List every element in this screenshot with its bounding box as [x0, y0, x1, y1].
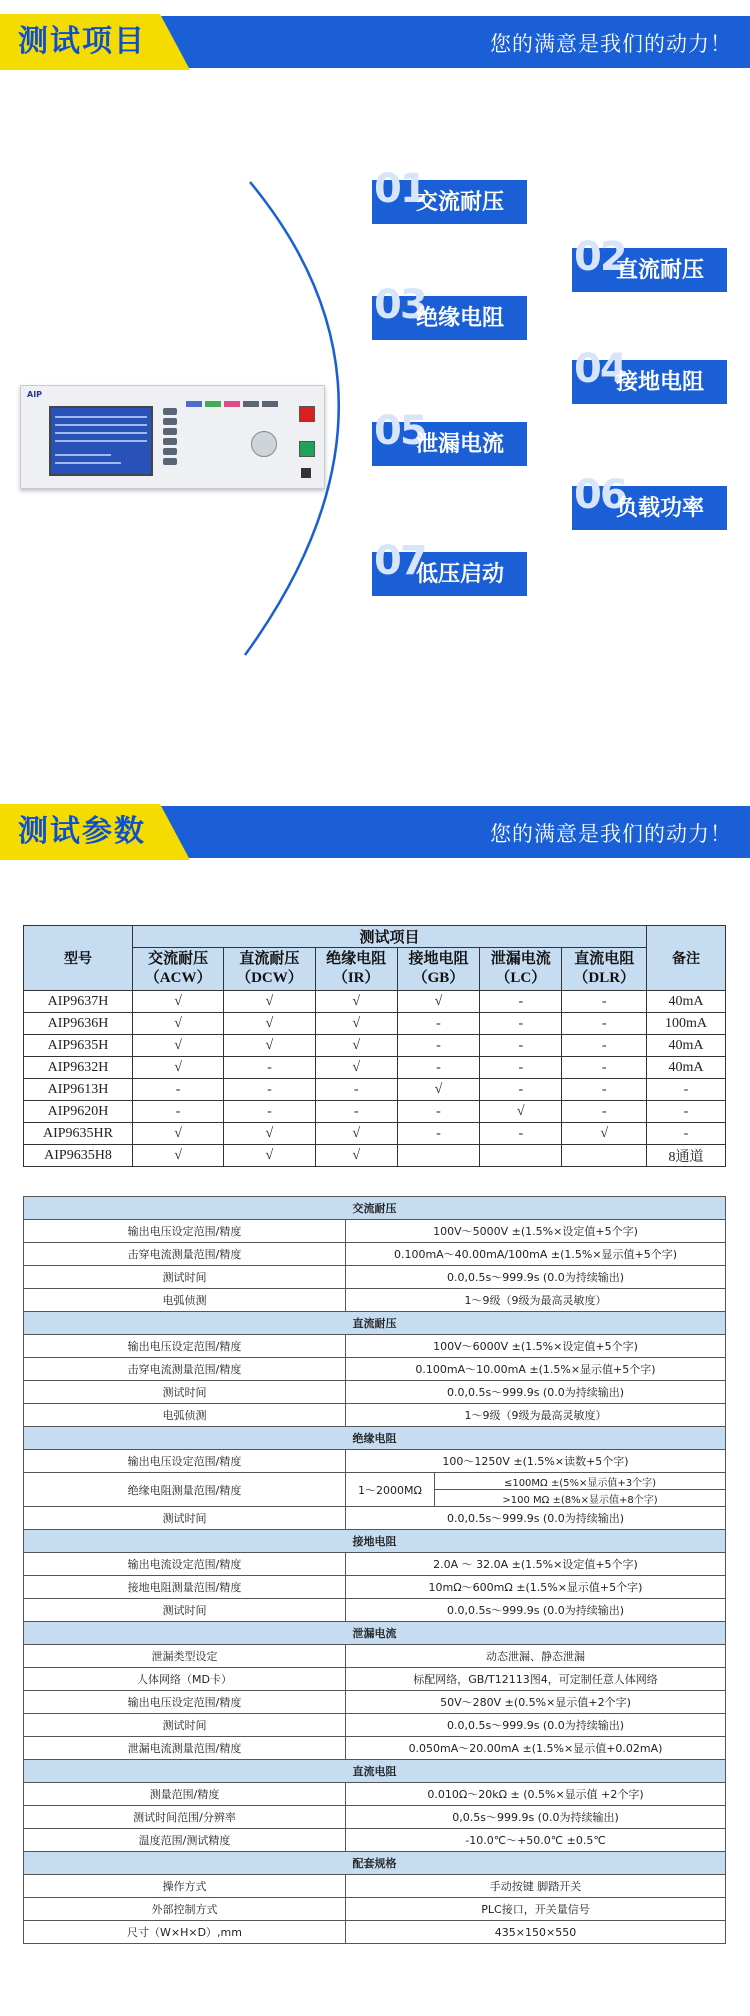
column-abbr: （GB）	[412, 970, 465, 986]
note-cell: -	[647, 1079, 726, 1101]
spec-label: 测试时间	[24, 1599, 346, 1622]
support-cell: -	[397, 1123, 479, 1145]
column-abbr: （DCW）	[236, 970, 303, 986]
spec-row	[24, 1220, 726, 1243]
table-row	[24, 1057, 726, 1079]
spec-label: 温度范围/测试精度	[24, 1829, 346, 1852]
spec-label: 尺寸（W×H×D）,mm	[24, 1921, 346, 1944]
support-cell: -	[480, 1057, 562, 1079]
column-abbr: （LC）	[495, 970, 547, 986]
support-cell: √	[133, 1035, 224, 1057]
item-label: 直流耐压	[616, 258, 705, 283]
spec-label: 测试时间	[24, 1507, 346, 1530]
support-cell: √	[480, 1101, 562, 1123]
test-item-low-voltage-start	[372, 538, 527, 596]
test-item-acw	[372, 166, 527, 224]
banner-title: 测试参数	[18, 814, 146, 849]
spec-label: 输出电压设定范围/精度	[24, 1450, 346, 1473]
support-cell: -	[224, 1101, 315, 1123]
header-test-items: 测试项目	[133, 926, 647, 948]
spec-section-title: 交流耐压	[24, 1197, 726, 1220]
spec-label: 泄漏类型设定	[24, 1645, 346, 1668]
test-item-gb	[572, 346, 727, 404]
spec-label: 测试时间	[24, 1381, 346, 1404]
table-row	[24, 1035, 726, 1057]
spec-section-title: 接地电阻	[24, 1530, 726, 1553]
spec-label: 电弧侦测	[24, 1404, 346, 1427]
support-cell: -	[562, 1013, 647, 1035]
spec-label: 人体网络（MD卡）	[24, 1668, 346, 1691]
column-name: 直流耐压	[239, 951, 300, 967]
spec-row	[24, 1829, 726, 1852]
spec-row	[24, 1243, 726, 1266]
spec-row	[24, 1645, 726, 1668]
support-cell: -	[480, 1013, 562, 1035]
spec-value: 100V～6000V ±(1.5%×设定值+5个字)	[346, 1335, 726, 1358]
spec-value: 0.0,0.5s～999.9s (0.0为持续输出)	[346, 1266, 726, 1289]
spec-section-title: 直流耐压	[24, 1312, 726, 1335]
support-cell: √	[315, 1035, 397, 1057]
spec-row	[24, 1266, 726, 1289]
support-cell	[480, 1145, 562, 1167]
spec-label: 输出电压设定范围/精度	[24, 1691, 346, 1714]
item-label: 接地电阻	[616, 370, 705, 395]
spec-section-title: 配套规格	[24, 1852, 726, 1875]
support-cell: √	[397, 991, 479, 1013]
column-abbr: （DLR）	[573, 970, 636, 986]
banner-slogan: 您的满意是我们的动力！	[490, 32, 732, 56]
support-cell: -	[315, 1101, 397, 1123]
spec-row	[24, 1806, 726, 1829]
spec-label: 击穿电流测量范围/精度	[24, 1358, 346, 1381]
spec-table	[23, 1196, 726, 1944]
item-number: 07	[374, 538, 426, 584]
note-cell: 8通道	[647, 1145, 726, 1167]
table-row	[24, 1123, 726, 1145]
model-capability-table	[23, 925, 726, 1167]
model-cell: AIP9636H	[24, 1013, 133, 1035]
support-cell: √	[224, 1145, 315, 1167]
spec-section-header	[24, 1852, 726, 1875]
spec-value: 0.010Ω～20kΩ ± (0.5%×显示值 +2个字)	[346, 1783, 726, 1806]
device-logo: AIP	[27, 390, 43, 399]
model-table-body	[24, 991, 726, 1167]
support-cell: -	[224, 1057, 315, 1079]
device-stop-key	[299, 406, 315, 422]
support-cell: -	[480, 1079, 562, 1101]
spec-value: 2.0A ～ 32.0A ±(1.5%×设定值+5个字)	[346, 1553, 726, 1576]
spec-section-header	[24, 1760, 726, 1783]
note-cell: 40mA	[647, 1057, 726, 1079]
column-header	[397, 948, 479, 991]
spec-row	[24, 1553, 726, 1576]
support-cell: -	[480, 991, 562, 1013]
spec-value: 50V～280V ±(0.5%×显示值+2个字)	[346, 1691, 726, 1714]
support-cell: -	[397, 1013, 479, 1035]
support-cell: √	[224, 1123, 315, 1145]
spec-section-header	[24, 1622, 726, 1645]
support-cell: √	[315, 1057, 397, 1079]
spec-sub-value: ≤100MΩ ±(5%×显示值+3个字)	[435, 1473, 726, 1490]
test-item-dcw	[572, 234, 727, 292]
support-cell: √	[133, 991, 224, 1013]
spec-row	[24, 1381, 726, 1404]
product-device-image	[20, 385, 325, 489]
column-header	[315, 948, 397, 991]
support-cell: -	[397, 1101, 479, 1123]
spec-value: 1～9级（9级为最高灵敏度）	[346, 1404, 726, 1427]
spec-value: 100V～5000V ±(1.5%×设定值+5个字)	[346, 1220, 726, 1243]
spec-row	[24, 1507, 726, 1530]
section-banner-test-params	[0, 800, 750, 860]
spec-row	[24, 1737, 726, 1760]
item-number: 03	[374, 282, 426, 328]
support-cell: √	[224, 1013, 315, 1035]
spec-label: 测量范围/精度	[24, 1783, 346, 1806]
model-cell: AIP9632H	[24, 1057, 133, 1079]
spec-value: -10.0℃～+50.0℃ ±0.5℃	[346, 1829, 726, 1852]
spec-label: 外部控制方式	[24, 1898, 346, 1921]
support-cell: √	[315, 1145, 397, 1167]
support-cell	[562, 1145, 647, 1167]
model-cell: AIP9635HR	[24, 1123, 133, 1145]
table-row	[24, 991, 726, 1013]
device-dial	[251, 431, 277, 457]
item-label: 交流耐压	[416, 190, 505, 215]
spec-label: 接地电阻测量范围/精度	[24, 1576, 346, 1599]
spec-value: 0,0.5s～999.9s (0.0为持续输出)	[346, 1806, 726, 1829]
device-power-switch	[301, 468, 311, 478]
note-cell: -	[647, 1101, 726, 1123]
column-name: 泄漏电流	[490, 951, 551, 967]
spec-value: 1～9级（9级为最高灵敏度）	[346, 1289, 726, 1312]
spec-label: 测试时间	[24, 1714, 346, 1737]
spec-section-title: 绝缘电阻	[24, 1427, 726, 1450]
spec-row	[24, 1576, 726, 1599]
spec-section-header	[24, 1197, 726, 1220]
spec-row	[24, 1289, 726, 1312]
model-cell: AIP9613H	[24, 1079, 133, 1101]
item-label: 绝缘电阻	[416, 306, 505, 331]
spec-row	[24, 1668, 726, 1691]
spec-label: 测试时间范围/分辨率	[24, 1806, 346, 1829]
item-number: 06	[574, 472, 626, 518]
spec-row	[24, 1358, 726, 1381]
support-cell: -	[133, 1079, 224, 1101]
device-start-key	[299, 441, 315, 457]
spec-table-body	[24, 1197, 726, 1944]
item-number: 01	[374, 166, 426, 212]
item-label: 低压启动	[416, 562, 505, 587]
spec-value: 0.0,0.5s～999.9s (0.0为持续输出)	[346, 1507, 726, 1530]
test-item-lc	[372, 408, 527, 466]
support-cell: -	[133, 1101, 224, 1123]
banner-slogan: 您的满意是我们的动力！	[490, 822, 732, 846]
column-header	[480, 948, 562, 991]
support-cell: √	[315, 1123, 397, 1145]
test-item-ir	[372, 282, 527, 340]
support-cell: √	[133, 1123, 224, 1145]
column-header	[224, 948, 315, 991]
spec-label: 电弧侦测	[24, 1289, 346, 1312]
spec-row	[24, 1335, 726, 1358]
spec-row	[24, 1714, 726, 1737]
support-cell: -	[397, 1035, 479, 1057]
spec-row	[24, 1473, 726, 1490]
note-cell: 100mA	[647, 1013, 726, 1035]
spec-label: 绝缘电阻测量范围/精度	[24, 1473, 346, 1507]
support-cell: -	[562, 1101, 647, 1123]
spec-label: 泄漏电流测量范围/精度	[24, 1737, 346, 1760]
support-cell: √	[397, 1079, 479, 1101]
support-cell: √	[315, 1013, 397, 1035]
column-abbr: （IR）	[332, 970, 380, 986]
spec-section-header	[24, 1312, 726, 1335]
spec-value: 10mΩ～600mΩ ±(1.5%×显示值+5个字)	[346, 1576, 726, 1599]
spec-label: 测试时间	[24, 1266, 346, 1289]
support-cell: -	[480, 1123, 562, 1145]
column-name: 绝缘电阻	[326, 951, 387, 967]
support-cell: √	[224, 1035, 315, 1057]
note-cell: 40mA	[647, 1035, 726, 1057]
spec-section-title: 泄漏电流	[24, 1622, 726, 1645]
spec-label: 输出电流设定范围/精度	[24, 1553, 346, 1576]
item-label: 负载功率	[616, 496, 705, 521]
support-cell: -	[315, 1079, 397, 1101]
spec-label: 输出电压设定范围/精度	[24, 1220, 346, 1243]
spec-label: 操作方式	[24, 1875, 346, 1898]
spec-value: 0.0,0.5s～999.9s (0.0为持续输出)	[346, 1714, 726, 1737]
model-cell: AIP9637H	[24, 991, 133, 1013]
model-cell: AIP9620H	[24, 1101, 133, 1123]
spec-row	[24, 1450, 726, 1473]
spec-value: 动态泄漏、静态泄漏	[346, 1645, 726, 1668]
spec-row	[24, 1875, 726, 1898]
spec-value: 100～1250V ±(1.5%×读数+5个字)	[346, 1450, 726, 1473]
spec-section-header	[24, 1427, 726, 1450]
spec-value: 0.050mA～20.00mA ±(1.5%×显示值+0.02mA)	[346, 1737, 726, 1760]
spec-value: PLC接口，开关量信号	[346, 1898, 726, 1921]
item-label: 泄漏电流	[416, 432, 505, 457]
device-side-buttons	[159, 408, 183, 470]
spec-row	[24, 1599, 726, 1622]
spec-row	[24, 1898, 726, 1921]
column-header	[133, 948, 224, 991]
support-cell: -	[562, 1035, 647, 1057]
item-number: 05	[374, 408, 426, 454]
column-name: 直流电阻	[574, 951, 635, 967]
note-cell: -	[647, 1123, 726, 1145]
spec-row	[24, 1691, 726, 1714]
spec-row	[24, 1404, 726, 1427]
test-item-load-power	[572, 472, 727, 530]
column-header	[562, 948, 647, 991]
note-cell: 40mA	[647, 991, 726, 1013]
spec-row	[24, 1921, 726, 1944]
header-model: 型号	[24, 926, 133, 991]
item-number: 02	[574, 234, 626, 280]
spec-section-header	[24, 1530, 726, 1553]
spec-sub-value: >100 MΩ ±(8%×显示值+8个字)	[435, 1490, 726, 1507]
table-row	[24, 1013, 726, 1035]
column-name: 交流耐压	[148, 951, 209, 967]
support-cell: -	[562, 991, 647, 1013]
spec-value: 435×150×550	[346, 1921, 726, 1944]
header-note: 备注	[647, 926, 726, 991]
spec-value: 0.100mA～40.00mA/100mA ±(1.5%×显示值+5个字)	[346, 1243, 726, 1266]
spec-value: 0.0,0.5s～999.9s (0.0为持续输出)	[346, 1599, 726, 1622]
spec-value: 标配网络，GB/T12113图4，可定制任意人体网络	[346, 1668, 726, 1691]
support-cell: -	[397, 1057, 479, 1079]
support-cell	[397, 1145, 479, 1167]
device-screen	[49, 406, 153, 476]
column-name: 接地电阻	[408, 951, 469, 967]
support-cell: √	[224, 991, 315, 1013]
support-cell: √	[562, 1123, 647, 1145]
spec-section-title: 直流电阻	[24, 1760, 726, 1783]
support-cell: √	[315, 991, 397, 1013]
banner-title: 测试项目	[18, 24, 146, 59]
table-row	[24, 1145, 726, 1167]
support-cell: -	[224, 1079, 315, 1101]
model-cell: AIP9635H	[24, 1035, 133, 1057]
item-number: 04	[574, 346, 626, 392]
spec-value: 0.0,0.5s～999.9s (0.0为持续输出)	[346, 1381, 726, 1404]
model-cell: AIP9635H8	[24, 1145, 133, 1167]
spec-label: 输出电压设定范围/精度	[24, 1335, 346, 1358]
support-cell: √	[133, 1057, 224, 1079]
spec-label: 击穿电流测量范围/精度	[24, 1243, 346, 1266]
support-cell: -	[562, 1057, 647, 1079]
spec-value: 手动按键 脚踏开关	[346, 1875, 726, 1898]
column-abbr: （ACW）	[144, 970, 212, 986]
support-cell: √	[133, 1013, 224, 1035]
support-cell: -	[480, 1035, 562, 1057]
table-row	[24, 1101, 726, 1123]
spec-value: 0.100mA～10.00mA ±(1.5%×显示值+5个字)	[346, 1358, 726, 1381]
table-row	[24, 1079, 726, 1101]
support-cell: -	[562, 1079, 647, 1101]
device-top-keys	[186, 392, 281, 411]
spec-row	[24, 1783, 726, 1806]
support-cell: √	[133, 1145, 224, 1167]
spec-range: 1～2000MΩ	[346, 1473, 435, 1507]
